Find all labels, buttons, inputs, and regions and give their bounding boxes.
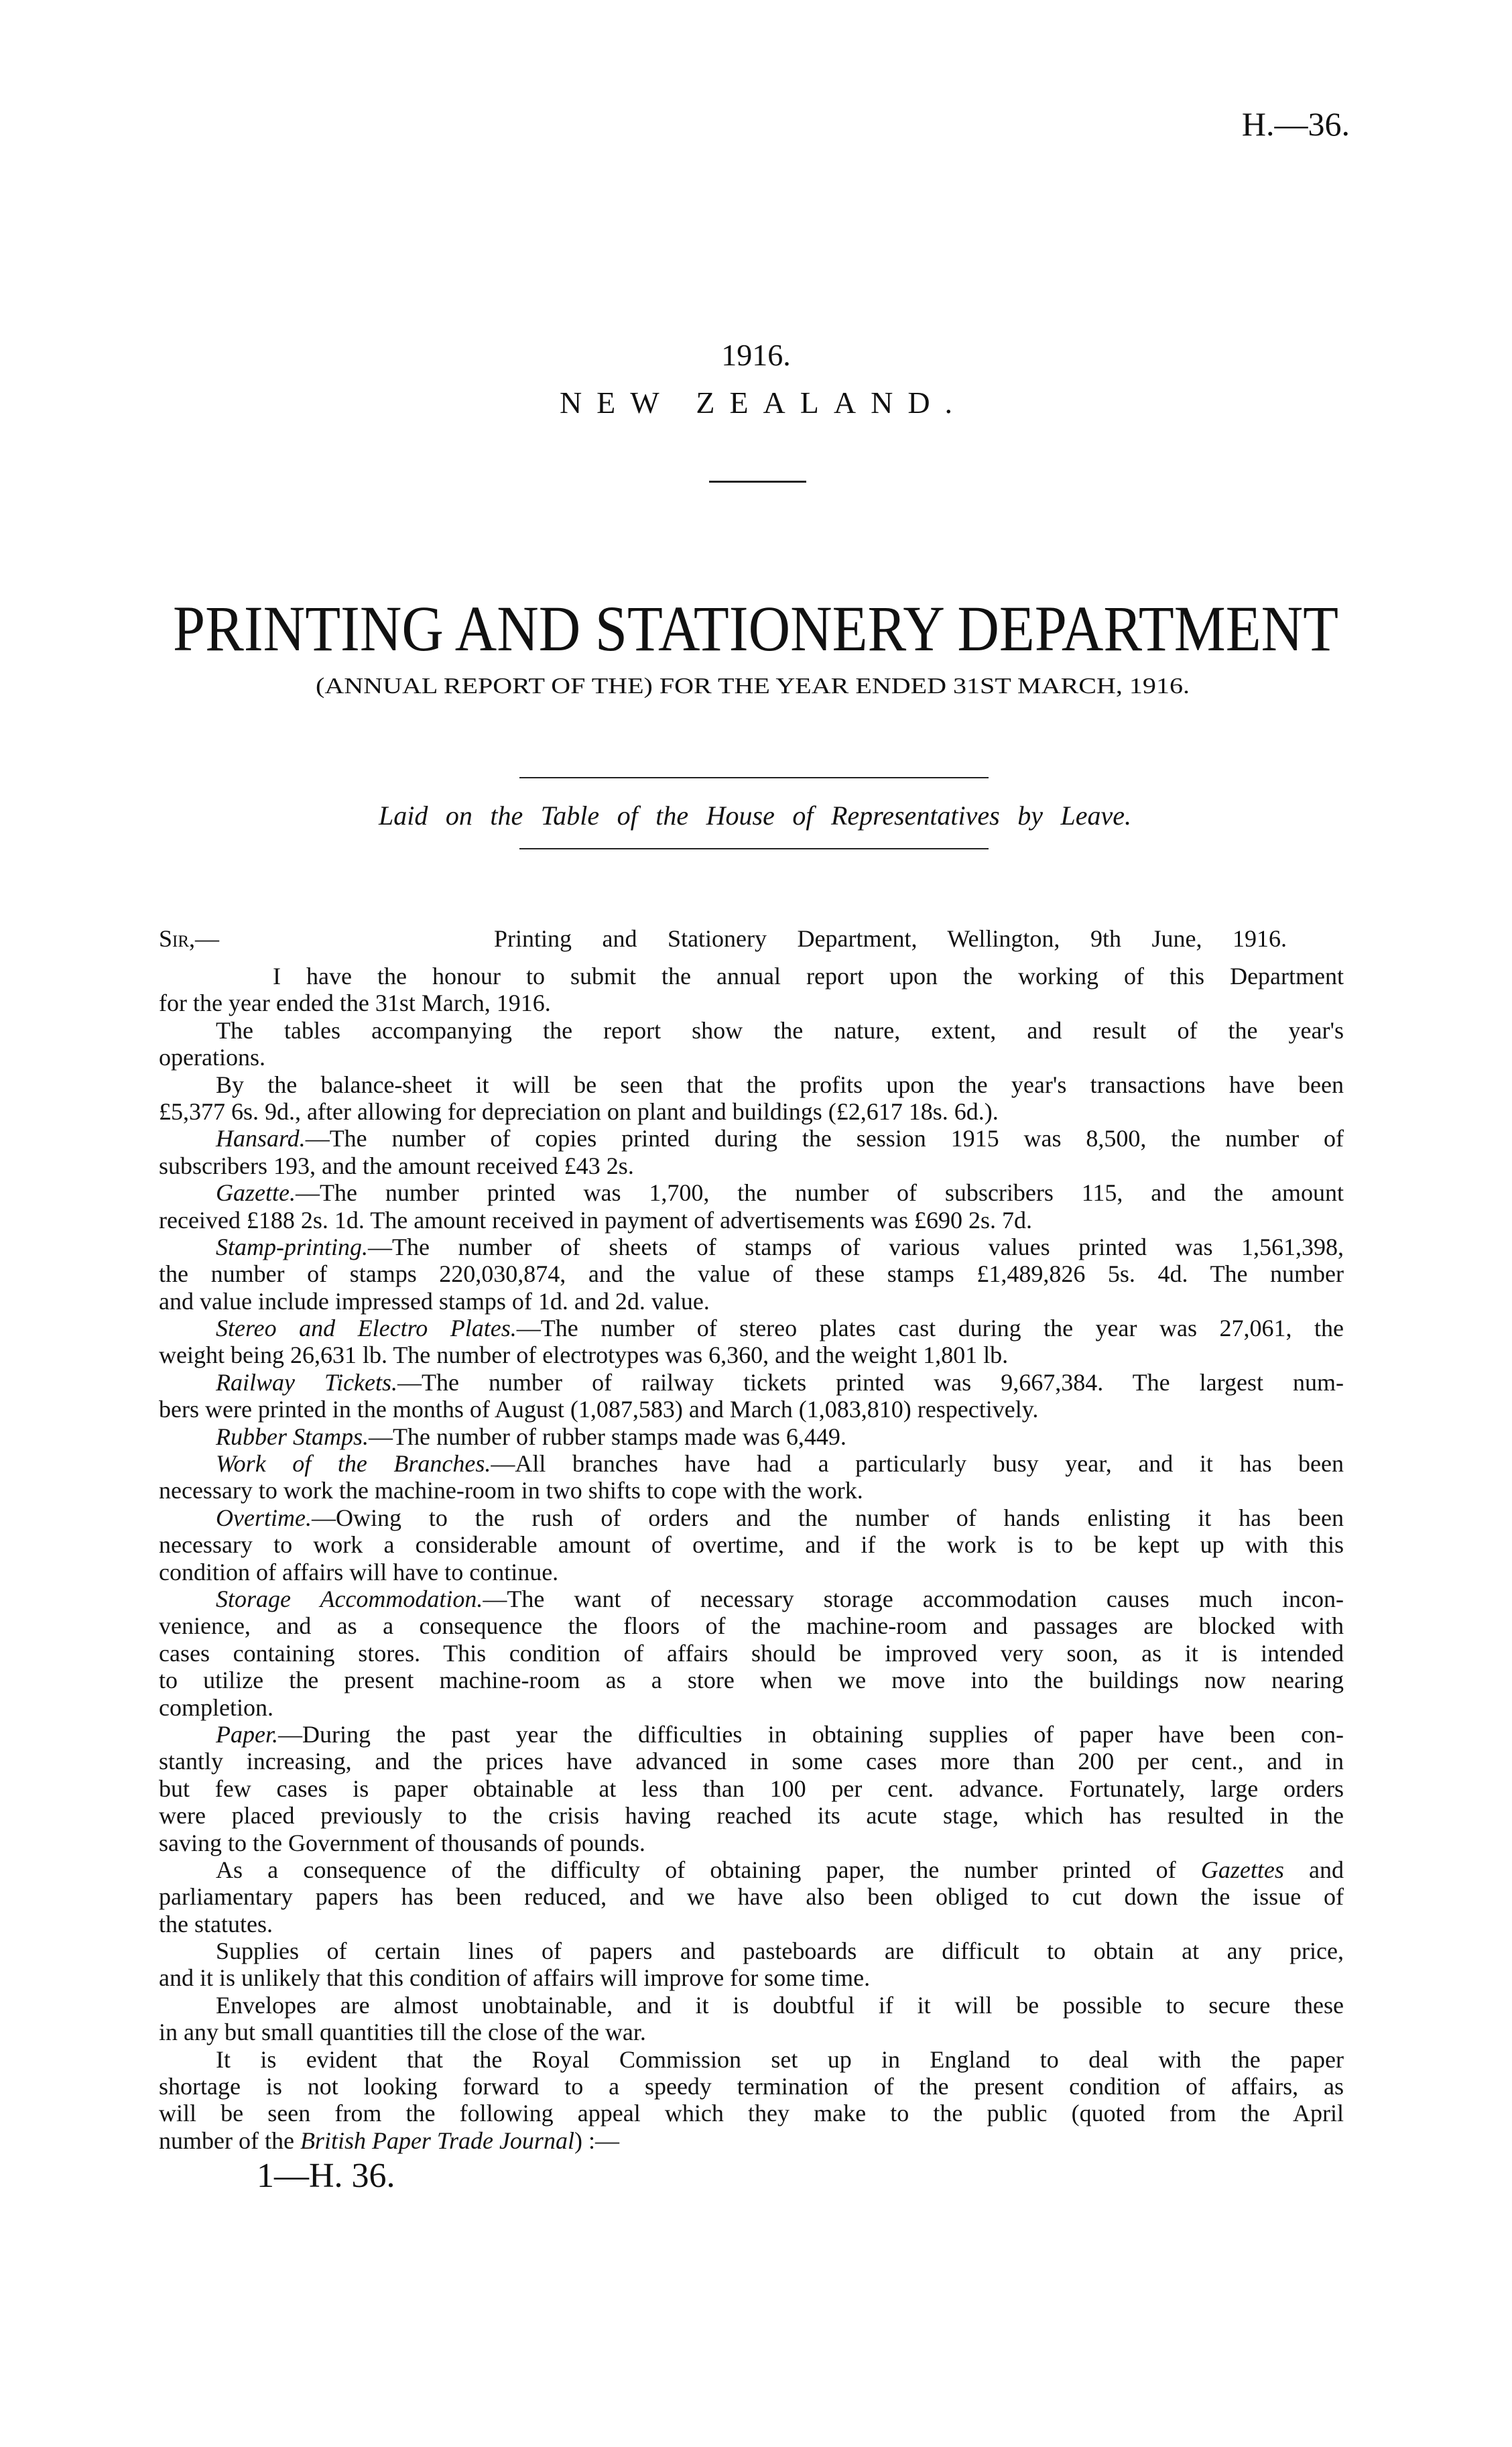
text-segment: were placed previously to the crisis having reached its acute stage, which has resulted in the: [159, 1802, 1344, 1830]
text-segment: By the balance-sheet it will be seen that the profits upon the year's transactions have been: [216, 1071, 1344, 1098]
text-line: [159, 1694, 1344, 1721]
text-line: [159, 1612, 1344, 1639]
text-segment: the number of stamps 220,030,874, and the value of these stamps £1,489,826 5s. 4d. The number: [159, 1260, 1344, 1288]
divider: [519, 777, 989, 778]
text-segment: necessary to work the machine-room in two shifts to cope with the work.: [159, 1477, 863, 1504]
text-line: [159, 1721, 1344, 1748]
italic-heading: Storage Accommodation.: [216, 1585, 483, 1612]
text-line: [159, 1477, 1344, 1504]
text-line: [159, 1830, 1344, 1856]
italic-heading: British Paper Trade Journal: [300, 2127, 574, 2154]
text-segment: —The number of rubber stamps made was 6,449.: [369, 1423, 846, 1450]
text-line: [159, 1234, 1344, 1260]
text-segment: for the year ended the 31st March, 1916.: [159, 990, 551, 1017]
text-line: [159, 2046, 1344, 2073]
text-line: [159, 1964, 1344, 1991]
text-line: [159, 2019, 1344, 2045]
text-segment: in any but small quantities till the close of the war.: [159, 2019, 646, 2046]
paragraph: [159, 1423, 1344, 1450]
paragraph: [159, 1504, 1344, 1586]
paragraph: [159, 1179, 1344, 1234]
italic-heading: Stereo and Electro Plates.: [216, 1315, 517, 1342]
page-subtitle: (ANNUAL REPORT OF THE) FOR THE YEAR ENDED 31ST MARCH, 1916.: [316, 674, 1190, 699]
text-segment: will be seen from the following appeal which they make to the public (quoted from the April: [159, 2100, 1344, 2127]
divider: [519, 848, 989, 849]
text-segment: received £188 2s. 1d. The amount received in payment of advertisements was £690 2s. 7d.: [159, 1206, 1032, 1234]
paragraph: [159, 1856, 1344, 1937]
divider: [709, 481, 806, 483]
text-segment: subscribers 193, and the amount received £43 2s.: [159, 1152, 634, 1179]
text-line: [159, 1044, 1344, 1071]
paragraph: [159, 1937, 1344, 1992]
text-line: [159, 1775, 1344, 1802]
text-line: [159, 1017, 1344, 1044]
text-segment: —Owing to the rush of orders and the number of hands enlisting it has been: [311, 1504, 1344, 1531]
paragraph: [159, 1017, 1344, 1071]
text-segment: £5,377 6s. 9d., after allowing for depreciation on plant and buildings (£2,617 18s. 6d.).: [159, 1097, 999, 1125]
italic-heading: Hansard.: [216, 1125, 306, 1152]
text-line: [159, 2100, 1344, 2127]
italic-heading: Paper.: [216, 1720, 278, 1748]
text-segment: —The number of stereo plates cast during the year was 27,061, the: [516, 1315, 1344, 1342]
document-year: 1916.: [721, 338, 791, 372]
paragraph: [159, 1450, 1344, 1504]
page-title: PRINTING AND STATIONERY DEPARTMENT: [173, 593, 1338, 664]
text-line: [159, 1802, 1344, 1829]
paragraph: [159, 1125, 1344, 1179]
text-segment: number of the: [159, 2127, 300, 2154]
text-segment: operations.: [159, 1044, 265, 1071]
text-line: [159, 1748, 1344, 1775]
text-segment: to utilize the present machine-room as a store when we move into the buildings now nearing: [159, 1667, 1344, 1694]
text-line: [159, 1071, 1344, 1098]
italic-heading: Gazettes: [1200, 1856, 1284, 1883]
text-line: [159, 1992, 1344, 2019]
text-segment: venience, and as a consequence the floors of the machine-room and passages are blocked with: [159, 1612, 1344, 1640]
text-segment: Envelopes are almost unobtainable, and it is doubtful if it will be possible to secure these: [216, 1991, 1344, 2019]
text-segment: completion.: [159, 1693, 273, 1721]
text-segment: —All branches have had a particularly busy year, and it has been: [491, 1450, 1344, 1478]
text-segment: the statutes.: [159, 1910, 273, 1937]
italic-heading: Rubber Stamps.: [216, 1423, 369, 1450]
text-segment: —The number of copies printed during the session 1915 was 8,500, the number of: [305, 1125, 1344, 1152]
text-segment: and it is unlikely that this condition of affairs will improve for some time.: [159, 1964, 871, 1992]
text-segment: —The want of necessary storage accommodation causes much incon-: [483, 1585, 1344, 1612]
text-segment: stantly increasing, and the prices have advanced in some cases more than 200 per cent., and in: [159, 1748, 1344, 1775]
text-segment: I have the honour to submit the annual report upon the working of this Department: [273, 963, 1344, 990]
page-title-box: [173, 593, 1338, 664]
text-segment: —The number of sheets of stamps of various values printed was 1,561,398,: [368, 1233, 1344, 1260]
laid-on-table-note: Laid on the Table of the House of Representatives by Leave.: [379, 800, 1131, 831]
paragraph: [159, 1315, 1344, 1369]
text-line: [159, 1179, 1344, 1206]
italic-heading: Railway Tickets.: [216, 1368, 398, 1396]
text-line: [159, 1207, 1344, 1234]
text-line: [159, 1098, 1344, 1125]
text-line: [159, 1341, 1344, 1368]
text-line: [159, 990, 1344, 1016]
text-line: [159, 1288, 1344, 1315]
text-segment: and: [1283, 1856, 1344, 1883]
text-segment: —The number printed was 1,700, the number of subscribers 115, and the amount: [295, 1179, 1344, 1207]
italic-heading: Gazette.: [216, 1179, 296, 1207]
italic-heading: Overtime.: [216, 1504, 312, 1531]
text-line: [159, 1937, 1344, 1964]
text-line: [159, 1559, 1344, 1586]
text-line: [159, 1911, 1344, 1937]
report-body: [159, 963, 1344, 2154]
page-subtitle-box: [316, 674, 1190, 699]
text-segment: As a consequence of the difficulty of obtaining paper, the number printed of: [216, 1856, 1201, 1883]
text-segment: bers were printed in the months of August (1,087,583) and March (1,083,810) respectively.: [159, 1396, 1039, 1423]
page-signature-mark: 1—H. 36.: [257, 2157, 395, 2195]
text-line: [159, 1883, 1344, 1910]
text-line: [159, 2073, 1344, 2100]
text-segment: It is evident that the Royal Commission set up in England to deal with the paper: [216, 2045, 1344, 2073]
text-line: [159, 1369, 1344, 1396]
text-segment: necessary to work a considerable amount of overtime, and if the work is to be kept up with this: [159, 1531, 1344, 1559]
text-segment: weight being 26,631 lb. The number of electrotypes was 6,360, and the weight 1,801 lb.: [159, 1341, 1009, 1369]
text-line: [159, 1152, 1344, 1179]
text-line: [159, 1125, 1344, 1152]
text-segment: parliamentary papers has been reduced, and we have also been obliged to cut down the issue of: [159, 1883, 1344, 1911]
text-line: [159, 1423, 1344, 1450]
text-segment: ) :—: [574, 2127, 619, 2154]
document-reference: H.—36.: [1241, 105, 1350, 143]
text-line: [159, 1260, 1344, 1287]
text-segment: Supplies of certain lines of papers and pasteboards are difficult to obtain at any price,: [216, 1937, 1344, 1965]
text-line: [159, 2127, 1344, 2154]
country-heading: NEW ZEALAND.: [559, 385, 968, 420]
text-segment: saving to the Government of thousands of pounds.: [159, 1829, 645, 1856]
text-segment: The tables accompanying the report show the nature, extent, and result of the year's: [216, 1016, 1344, 1044]
italic-heading: Stamp-printing.: [216, 1233, 369, 1260]
text-segment: —The number of railway tickets printed was 9,667,384. The largest num-: [397, 1368, 1344, 1396]
text-segment: shortage is not looking forward to a speedy termination of the present condition of affairs, as: [159, 2073, 1344, 2100]
paragraph: [159, 1721, 1344, 1856]
paragraph: [159, 1369, 1344, 1423]
dateline: Printing and Stationery Department, Wellington, 9th June, 1916.: [494, 925, 1287, 952]
paragraph: [159, 1071, 1344, 1126]
text-line: [159, 1667, 1344, 1693]
text-segment: cases containing stores. This condition of affairs should be improved very soon, as it is intended: [159, 1639, 1344, 1667]
text-line: [159, 1640, 1344, 1667]
text-segment: condition of affairs will have to continue.: [159, 1558, 559, 1586]
paragraph: [159, 1234, 1344, 1315]
paragraph: [159, 1992, 1344, 2046]
text-line: [159, 1504, 1344, 1531]
text-line: [159, 1450, 1344, 1477]
salutation: Sir,—: [159, 925, 220, 952]
text-segment: —During the past year the difficulties in obtaining supplies of paper have been con-: [278, 1720, 1344, 1748]
paragraph: [159, 1586, 1344, 1721]
text-line: [159, 1531, 1344, 1558]
text-line: [159, 1315, 1344, 1341]
paragraph: [159, 2046, 1344, 2155]
text-line: [159, 1856, 1344, 1883]
paragraph: [159, 963, 1344, 1017]
italic-heading: Work of the Branches.: [216, 1450, 491, 1478]
text-segment: and value include impressed stamps of 1d. and 2d. value.: [159, 1287, 710, 1315]
text-segment: but few cases is paper obtainable at less than 100 per cent. advance. Fortunately, large orders: [159, 1775, 1344, 1802]
text-line: [159, 963, 1344, 990]
text-line: [159, 1586, 1344, 1612]
text-line: [159, 1396, 1344, 1423]
